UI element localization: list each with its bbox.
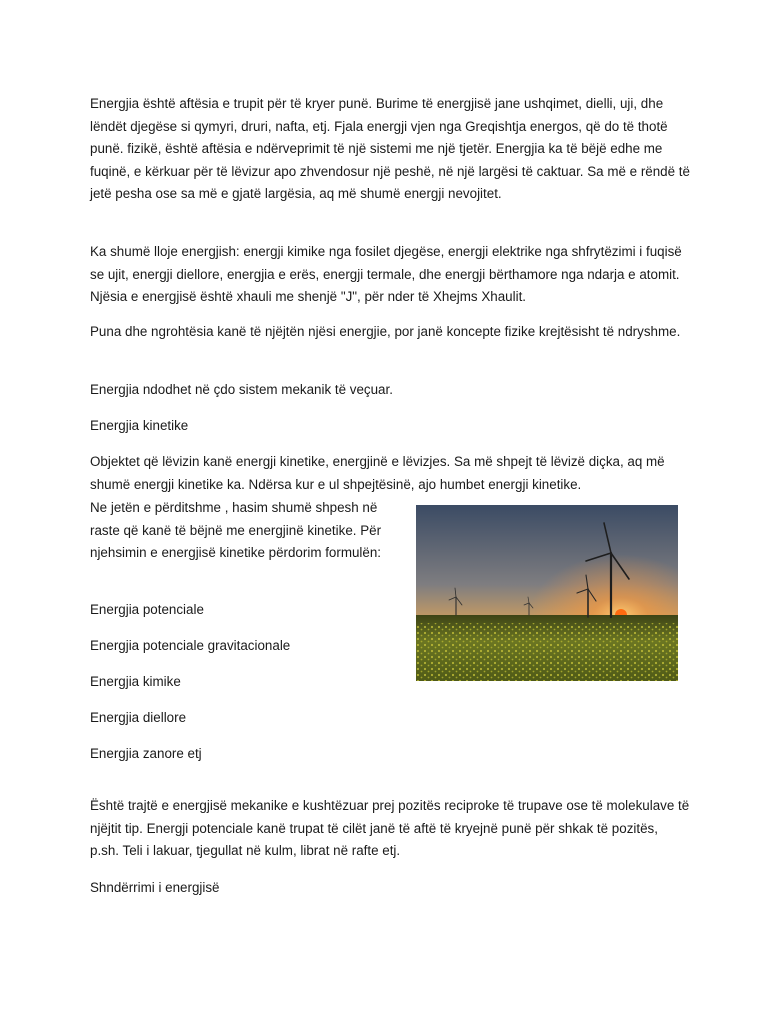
wind-turbines-photo <box>416 505 678 681</box>
paragraph-work-heat: Puna dhe ngrohtësia kanë të njëjtën njësi energjie, por janë koncepte fizike krejtësisht të ndryshme. <box>90 324 681 339</box>
list-item: Energjia diellore <box>90 710 187 725</box>
paragraph-energy-types: Ka shumë lloje energjish: energji kimike nga fosilet djegëse, energji elektrike nga shfrytëzimi i fuqisë se ujit, energji diellore, energjia e erës, energji termale, dhe energji bërthamore nga ndarja e atomit. Njësia e energjisë është xhauli me shenjë "J", për nder të Xhejms Xhaulit. <box>90 244 682 304</box>
list-item: Energjia potenciale gravitacionale <box>90 638 291 653</box>
paragraph-mechanical-system: Energjia ndodhet në çdo sistem mekanik të veçuar. <box>90 382 393 397</box>
list-item: Energjia potenciale <box>90 602 204 617</box>
list-item: Energjia kimike <box>90 674 181 689</box>
list-item: Energjia zanore etj <box>90 746 202 761</box>
paragraph-intro: Energjia është aftësia e trupit për të kryer punë. Burime të energjisë jane ushqimet, dielli, uji, dhe lëndët djegëse si qymyri, druri, nafta, etj. Fjala energji vjen nga Greqishtja energos, që do të thotë punë. fizikë, është aftësia e ndërveprimit të një sistemi me një tjetër. Energjia ka të bëjë edhe me fuqinë, e kërkuar për të lëvizur apo zhvendosur një peshë, në një largësi të caktuar. Sa më e rëndë të jetë pesha ose sa më e gjatë largësia, aq më shumë energji nevojitet. <box>90 96 690 201</box>
paragraph-potential: Është trajtë e energjisë mekanike e kushtëzuar prej pozitës reciproke të trupave ose të molekulave të njëjtit tip. Energji potenciale kanë trupat të cilët janë të aftë të kryejnë punë për shkak të pozitës, p.sh. Teli i lakuar, tjegullat në kulm, librat në rafte etj. <box>90 798 690 858</box>
paragraph-kinetic-formula: Ne jetën e përditshme , hasim shumë shpesh në raste që kanë të bëjnë me energjinë kinetike. Për njehsimin e energjisë kinetike përdorim formulën: <box>90 500 382 560</box>
paragraph-kinetic: Objektet që lëvizin kanë energji kinetike, energjinë e lëvizjes. Sa më shpejt të lëvizë diçka, aq më shumë energji kinetike ka. Ndërsa kur e ul shpejtësinë, ajo humbet energji kinetike. <box>90 454 665 492</box>
heading-kinetic-energy: Energjia kinetike <box>90 418 189 433</box>
heading-energy-transformation: Shndërrimi i energjisë <box>90 880 220 895</box>
